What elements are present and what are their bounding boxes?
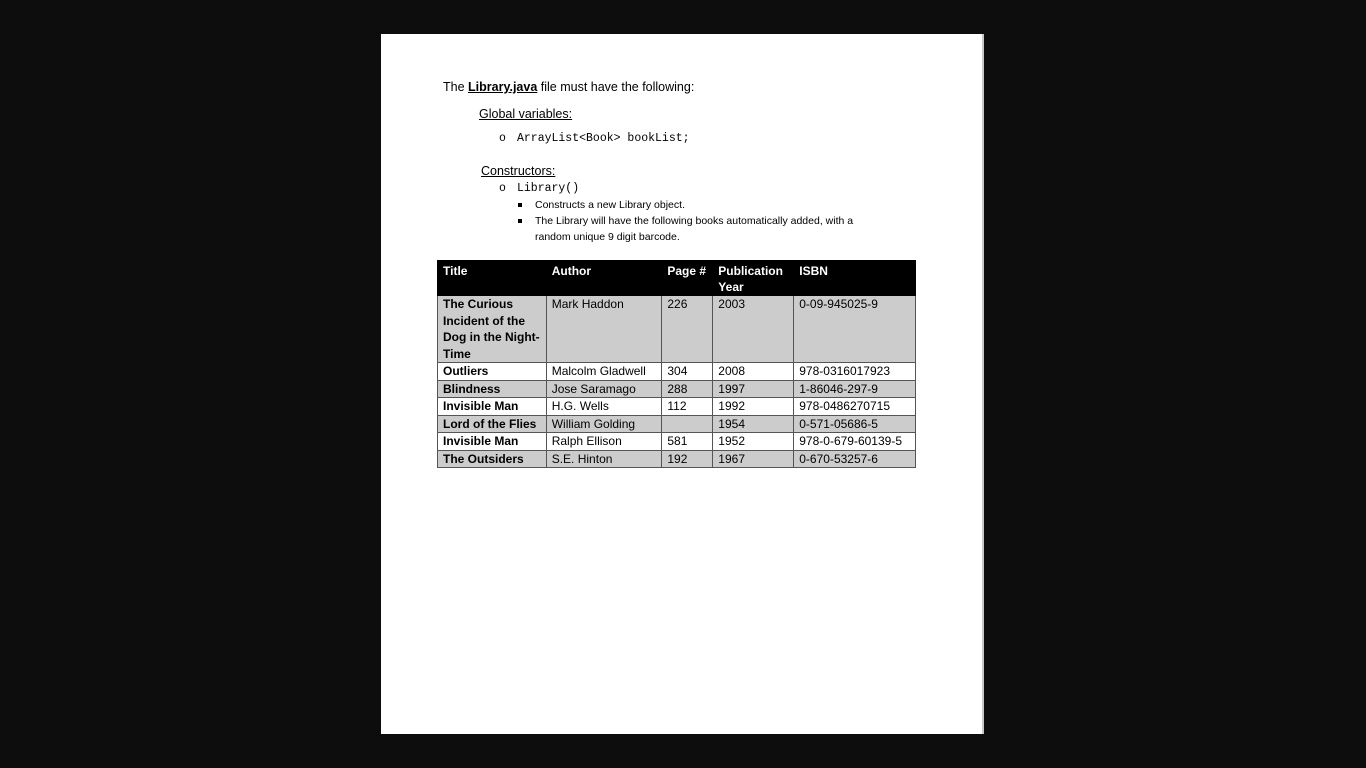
cell-author: S.E. Hinton [546,450,662,468]
header-pages: Page # [662,261,713,296]
cell-author: H.G. Wells [546,398,662,416]
cell-isbn: 978-0316017923 [794,363,916,381]
global-item-marker: o [499,132,506,145]
cell-title: Invisible Man [438,433,547,451]
cell-title: The Outsiders [438,450,547,468]
cell-pages: 226 [662,296,713,363]
cell-pages: 288 [662,380,713,398]
global-item: ArrayList<Book> bookList; [517,132,690,145]
constructor-item: Library() [517,182,580,195]
cell-author: William Golding [546,415,662,433]
cell-year: 2008 [713,363,794,381]
cell-isbn: 0-571-05686-5 [794,415,916,433]
intro-suffix: file must have the following: [537,80,695,94]
bullet-text: Constructs a new Library object. [535,199,685,211]
intro-prefix: The [443,80,469,94]
cell-pages [662,415,713,433]
cell-year: 2003 [713,296,794,363]
intro-line [443,80,694,94]
cell-pages: 304 [662,363,713,381]
table-row [438,398,916,416]
cell-year: 1992 [713,398,794,416]
header-isbn: ISBN [794,261,916,296]
table-row [438,433,916,451]
globals-heading: Global variables: [479,107,573,121]
square-bullet-icon [518,203,522,207]
cell-isbn: 978-0-679-60139-5 [794,433,916,451]
cell-pages: 112 [662,398,713,416]
cell-title: Blindness [438,380,547,398]
table-row [438,380,916,398]
cell-year: 1997 [713,380,794,398]
cell-author: Mark Haddon [546,296,662,363]
table-row [438,415,916,433]
books-table [437,260,916,468]
cell-title: Outliers [438,363,547,381]
cell-title: Invisible Man [438,398,547,416]
table-row [438,296,916,363]
cell-isbn: 0-670-53257-6 [794,450,916,468]
cell-year: 1967 [713,450,794,468]
intro-file-name: Library.java [468,80,538,94]
cell-title: Lord of the Flies [438,415,547,433]
constructor-item-marker: o [499,182,506,195]
table-row [438,450,916,468]
bullet-text: The Library will have the following books automatically added, with a random unique 9 digit barcode. [535,215,854,243]
bullet-item [535,213,885,245]
cell-pages: 581 [662,433,713,451]
cell-year: 1952 [713,433,794,451]
cell-author: Ralph Ellison [546,433,662,451]
bullet-item [535,197,885,213]
document-page [381,34,984,734]
table-header-row [438,261,916,296]
cell-title: The Curious Incident of the Dog in the Night-Time [438,296,547,363]
cell-pages: 192 [662,450,713,468]
header-title: Title [438,261,547,296]
header-year: Publication Year [713,261,794,296]
constructors-heading: Constructors: [481,164,556,178]
cell-isbn: 0-09-945025-9 [794,296,916,363]
table-row [438,363,916,381]
header-author: Author [546,261,662,296]
cell-author: Jose Saramago [546,380,662,398]
cell-author: Malcolm Gladwell [546,363,662,381]
cell-isbn: 978-0486270715 [794,398,916,416]
cell-year: 1954 [713,415,794,433]
cell-isbn: 1-86046-297-9 [794,380,916,398]
square-bullet-icon [518,219,522,223]
